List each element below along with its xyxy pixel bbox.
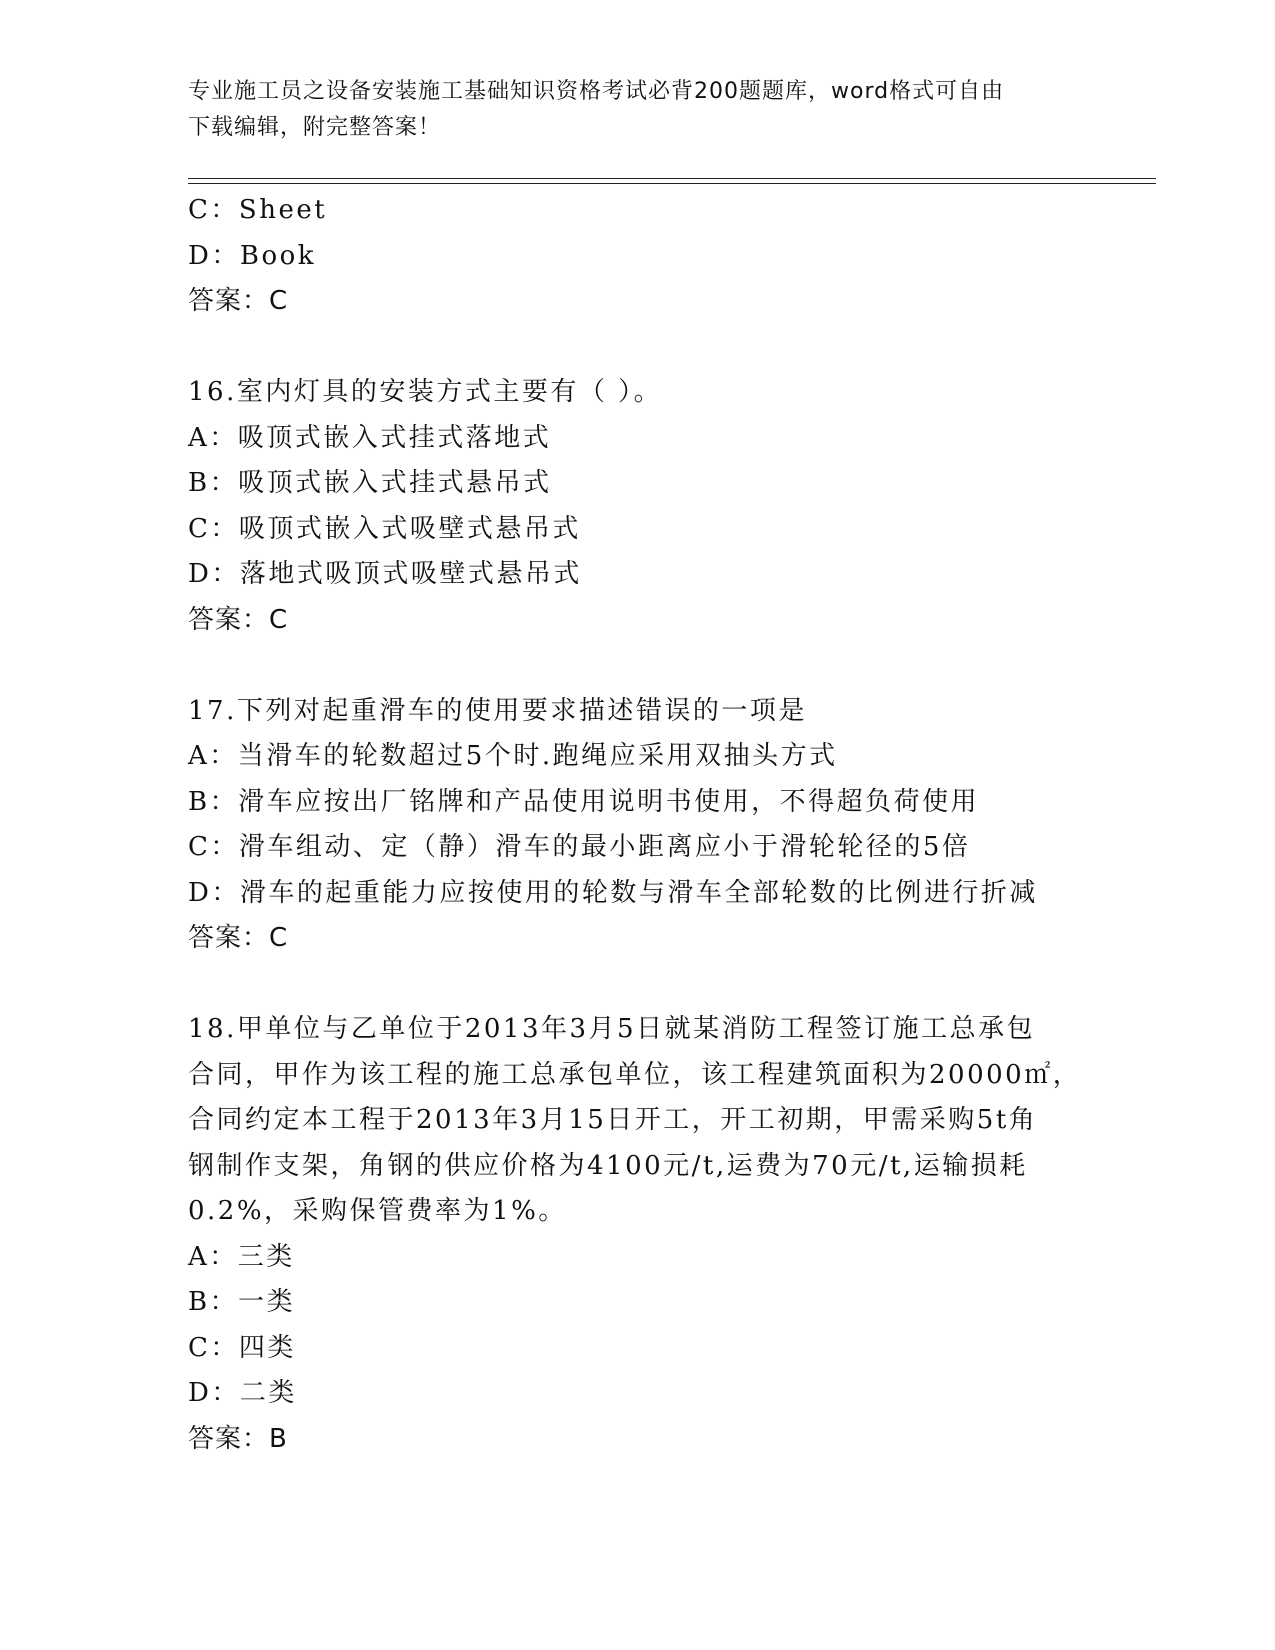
question-stem: 16.室内灯具的安装方式主要有（ ）。 bbox=[188, 377, 663, 407]
option-c: C：滑车组动、定（静）滑车的最小距离应小于滑轮轮径的5倍 bbox=[188, 832, 971, 862]
header-divider-top bbox=[188, 178, 1156, 179]
option-b: B：一类 bbox=[188, 1287, 296, 1317]
document-header bbox=[188, 74, 1068, 146]
option-d: D：二类 bbox=[188, 1378, 297, 1408]
header-title-line-1: 专业施工员之设备安装施工基础知识资格考试必背200题题库，word格式可自由 bbox=[188, 79, 1005, 104]
question-stem: 17.下列对起重滑车的使用要求描述错误的一项是 bbox=[188, 695, 807, 726]
option-c: C：吸顶式嵌入式吸壁式悬吊式 bbox=[188, 513, 581, 544]
header-divider-bottom bbox=[188, 183, 1156, 184]
answer-line: 答案：C bbox=[188, 286, 289, 316]
question-15-continued bbox=[188, 188, 1088, 325]
option-a: A：当滑车的轮数超过5个时.跑绳应采用双抽头方式 bbox=[188, 741, 838, 771]
spacer bbox=[188, 643, 1088, 689]
question-17 bbox=[188, 689, 1088, 962]
question-stem-line-2: 合同，甲作为该工程的施工总承包单位，该工程建筑面积为20000㎡， bbox=[188, 1059, 1082, 1090]
answer-line: 答案：C bbox=[188, 604, 289, 635]
answer-line: 答案：C bbox=[188, 923, 289, 953]
question-stem-line-3: 合同约定本工程于2013年3月15日开工，开工初期，甲需采购5t角 bbox=[188, 1105, 1038, 1135]
answer-line: 答案：B bbox=[188, 1423, 288, 1454]
option-b: B：滑车应按出厂铭牌和产品使用说明书使用，不得超负荷使用 bbox=[188, 786, 980, 817]
question-list bbox=[188, 188, 1088, 1462]
spacer bbox=[188, 962, 1088, 1008]
spacer bbox=[188, 325, 1088, 371]
question-stem-line-4: 钢制作支架，角钢的供应价格为4100元/t,运费为70元/t,运输损耗 bbox=[188, 1150, 1028, 1181]
option-c: C：Sheet bbox=[188, 195, 328, 225]
option-c: C：四类 bbox=[188, 1332, 296, 1363]
question-18 bbox=[188, 1007, 1088, 1462]
option-d: D：Book bbox=[188, 240, 317, 271]
question-16 bbox=[188, 370, 1088, 643]
option-a: A：三类 bbox=[188, 1241, 295, 1272]
option-a: A：吸顶式嵌入式挂式落地式 bbox=[188, 422, 552, 453]
question-stem-line-1: 18.甲单位与乙单位于2013年3月5日就某消防工程签订施工总承包 bbox=[188, 1014, 1036, 1044]
option-d: D：滑车的起重能力应按使用的轮数与滑车全部轮数的比例进行折减 bbox=[188, 877, 1038, 908]
header-title-line-2: 下载编辑，附完整答案！ bbox=[188, 115, 442, 140]
question-stem-line-5: 0.2%，采购保管费率为1%。 bbox=[188, 1196, 567, 1226]
option-d: D：落地式吸顶式吸壁式悬吊式 bbox=[188, 559, 582, 589]
option-b: B：吸顶式嵌入式挂式悬吊式 bbox=[188, 468, 552, 498]
